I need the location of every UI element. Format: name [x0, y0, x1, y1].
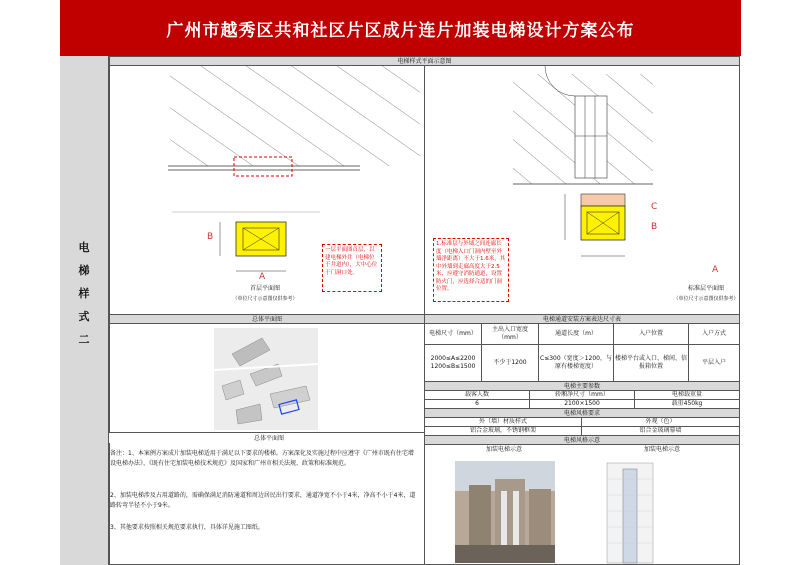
side-label: 电 梯 样 式 二 [78, 241, 90, 346]
cab-header-size: 轿厢净尺寸（mm） [529, 390, 635, 400]
location-caption: 总体平面图 [253, 435, 284, 442]
ground-floor-note: 一层平面图首层，以建电梯外井（电梯位于井道内），大中心位于门洞口处。 [322, 244, 382, 292]
param-value-entrance: 不少于1200 [481, 344, 539, 382]
style-header-material: 外（墙）材质样式 [424, 417, 582, 427]
standard-floor-subcaption: （单位尺寸示意图仅供参考） [673, 296, 739, 302]
cab-value-passengers: 6 [424, 399, 530, 409]
photos-section-header: 电梯风格示意 [424, 435, 740, 445]
cab-value-load: 载重450kg [634, 399, 740, 409]
parameters-section-header: 电梯通道安装方案表达尺寸表 [424, 314, 740, 324]
note-line-1: 备注：1、本案例方案成片加装电梯适用于满足以下要求的楼梯。方案深化及实施过程中应遵守《广州市既有住宅增设电梯办法》、《既有住宅加装电梯技术规范》及国家和广州市相关法规、政策和标准规范。 [110, 450, 414, 467]
dimension-c-label: C [651, 202, 658, 212]
photo-right-caption: 加装电梯示意 [643, 446, 680, 453]
content-area [109, 56, 740, 565]
ground-floor-plan [109, 65, 425, 315]
photos-panel [424, 444, 740, 565]
note-line-2: 2、加装电梯涉及占用道路的，需确保满足消防通道和周边居民出行要求，通道净宽不小于4米，净高不小于4米，道路转弯半径不小于9米。 [110, 492, 416, 509]
note-line-3: 3、其他要求按照相关规范要求执行，具体详见施工图纸。 [110, 524, 264, 531]
page-title: 广州市越秀区共和社区片区成片连片加装电梯设计方案公布 [60, 0, 741, 56]
param-value-passage: C≤300（宽度＞1200，与原有楼梯宽度） [538, 344, 614, 382]
style-value-appearance: 铝合金玻璃幕墙 [581, 426, 740, 436]
dimension-a-label: A [712, 265, 719, 275]
param-header-passage: 通道长度（m） [538, 323, 614, 345]
standard-floor-note: 1.标准层与外墙之间连廊长度（电梯入口门洞内壁至外墙净距离）不大于1.6米，其中外墙到走廊高度大于2.5米，应遵守消防通道，设置防火门，应选择合适的门洞位置。 [433, 238, 509, 302]
param-value-size: 2000≤A≤2200 1200≤B≤1500 [424, 344, 482, 382]
style-section-header: 电梯风格要求 [424, 408, 740, 418]
photo-left-caption: 加装电梯示意 [485, 446, 522, 453]
param-header-size: 电梯尺寸（mm） [424, 323, 482, 345]
cab-header-passengers: 载客人数 [424, 390, 530, 400]
style-value-material: 铝合金玻璃，不锈钢框架 [424, 426, 582, 436]
standard-floor-plan [424, 65, 740, 315]
side-column [60, 56, 109, 565]
dimension-b-label: B [651, 222, 658, 232]
cab-header-load: 电梯载重量 [634, 390, 740, 400]
location-map [109, 323, 425, 433]
elevator-photos [425, 445, 740, 565]
ground-floor-subcaption: （单位尺寸示意图仅供参考） [232, 296, 298, 302]
cab-value-size: 2100×1500 [529, 399, 635, 409]
notes-panel [109, 443, 425, 565]
param-value-position: 楼梯平台或入口、梯间、信报箱位置 [613, 344, 689, 382]
dimension-a-label: A [259, 272, 266, 282]
dimension-b-label: B [207, 232, 214, 242]
ground-floor-caption: 首层平面图 [249, 285, 280, 292]
standard-floor-caption: 标准层平面图 [687, 285, 724, 292]
param-header-position: 入户位置 [613, 323, 689, 345]
param-value-mode: 平层入户 [688, 344, 740, 382]
cab-section-header: 电梯主要参数 [424, 381, 740, 391]
style-header-appearance: 外观（色） [581, 417, 740, 427]
param-header-mode: 入户方式 [688, 323, 740, 345]
diagram-section-header: 电梯样式平面示意图 [109, 56, 740, 66]
param-header-entrance: 主出入口宽度（mm） [481, 323, 539, 345]
location-section-header: 总体平面图 [109, 314, 425, 324]
